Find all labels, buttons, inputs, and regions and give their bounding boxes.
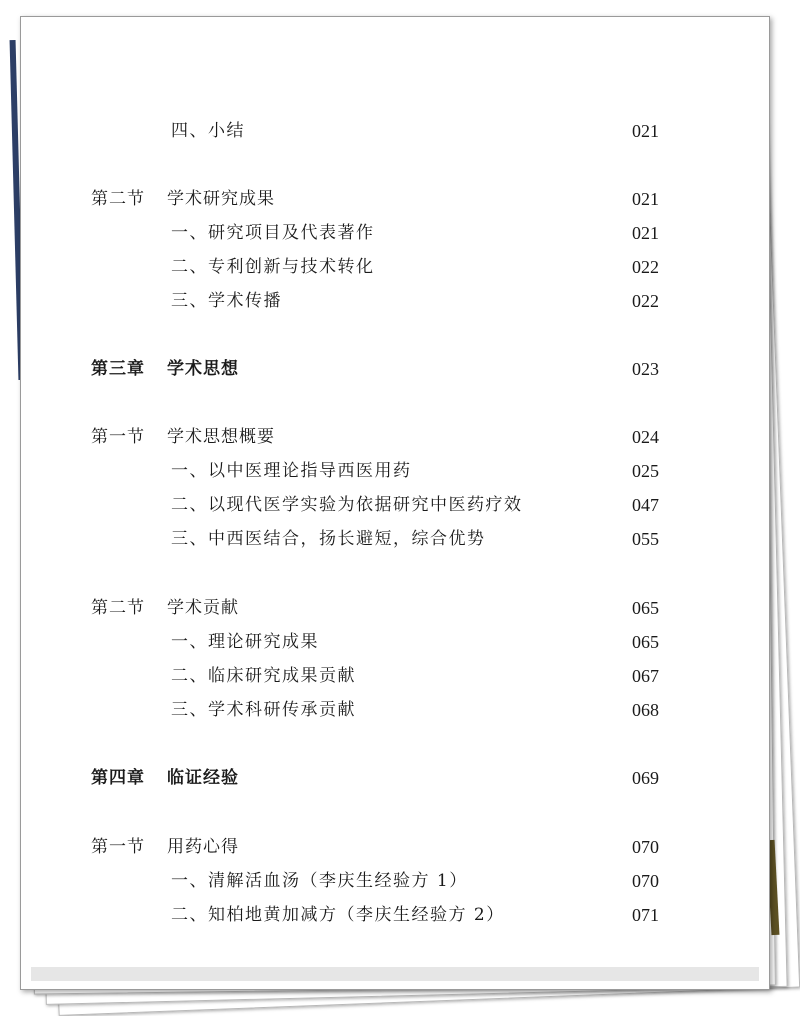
toc-page-number: 067 [632,666,659,686]
toc-entry[interactable] [21,902,769,928]
toc-section[interactable] [21,186,769,212]
toc-entry[interactable] [21,288,769,314]
toc-page-number: 070 [632,837,659,857]
toc-entry[interactable] [21,220,769,246]
toc-entry-label: 三、学术科研传承贡献 [171,700,356,720]
chapter-number: 第四章 [91,768,145,788]
toc-entry[interactable] [21,492,769,518]
toc-page-number: 021 [632,223,659,243]
section-title: 学术贡献 [167,598,239,618]
toc-entry[interactable] [21,663,769,689]
toc-entry[interactable] [21,868,769,894]
toc-page-number: 055 [632,529,659,549]
toc-page-number: 065 [632,632,659,652]
toc-page-number: 021 [632,189,659,209]
toc-page-number: 070 [632,871,659,891]
toc-page-number: 022 [632,291,659,311]
toc-entry-label: 二、知柏地黄加减方（李庆生经验方 2） [171,905,505,925]
toc-entry-label: 四、小结 [171,121,245,141]
toc-page-number: 071 [632,905,659,925]
toc-entry[interactable] [21,629,769,655]
toc-page-number: 069 [632,768,659,788]
toc-page-number: 023 [632,359,659,379]
page-footer-strip [31,967,759,981]
toc-section[interactable] [21,595,769,621]
toc-page-number: 021 [632,121,659,141]
toc-entry-label: 一、研究项目及代表著作 [171,223,375,243]
chapter-title: 临证经验 [167,768,239,788]
toc-page-number: 068 [632,700,659,720]
toc-entry[interactable] [21,697,769,723]
toc-page-number: 022 [632,257,659,277]
section-number: 第一节 [91,427,145,447]
section-title: 学术思想概要 [167,427,275,447]
toc-page-number: 047 [632,495,659,515]
toc-entry-label: 一、以中医理论指导西医用药 [171,461,412,481]
toc-entry[interactable] [21,458,769,484]
section-number: 第一节 [91,837,145,857]
toc-entry-label: 三、学术传播 [171,291,282,311]
section-title: 学术研究成果 [167,189,275,209]
chapter-number: 第三章 [91,359,145,379]
toc-page [20,16,770,990]
toc-page-number: 025 [632,461,659,481]
toc-chapter[interactable] [21,765,769,791]
toc-entry-label: 二、以现代医学实验为依据研究中医药疗效 [171,495,523,515]
toc-page-number: 065 [632,598,659,618]
section-number: 第二节 [91,189,145,209]
chapter-title: 学术思想 [167,359,239,379]
toc-section[interactable] [21,424,769,450]
section-title: 用药心得 [167,837,239,857]
toc-entry[interactable] [21,526,769,552]
toc-section[interactable] [21,834,769,860]
toc-entry-label: 二、临床研究成果贡献 [171,666,356,686]
toc-entry[interactable] [21,118,769,144]
toc-page-number: 024 [632,427,659,447]
toc-entry-label: 三、中西医结合，扬长避短，综合优势 [171,529,486,549]
toc-chapter[interactable] [21,356,769,382]
toc-entry-label: 二、专利创新与技术转化 [171,257,375,277]
toc-entry-label: 一、清解活血汤（李庆生经验方 1） [171,871,468,891]
section-number: 第二节 [91,598,145,618]
toc-entry[interactable] [21,254,769,280]
toc-entry-label: 一、理论研究成果 [171,632,319,652]
